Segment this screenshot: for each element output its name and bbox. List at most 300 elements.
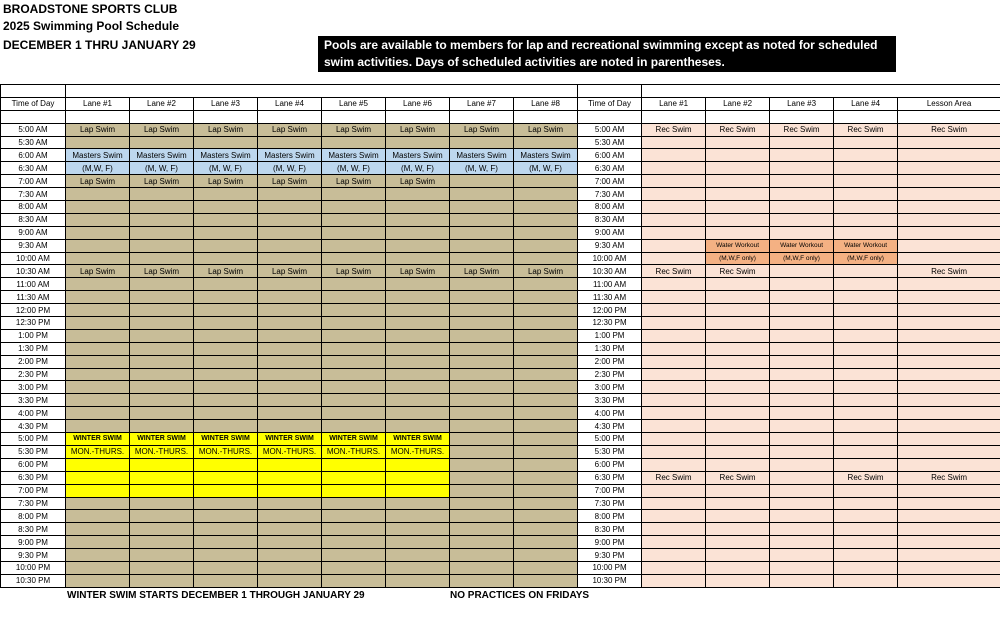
lap-swim-cell: Lap Swim (386, 175, 450, 188)
lap-cell (130, 574, 194, 587)
lap-cell (194, 523, 258, 536)
family-cell (834, 291, 898, 304)
schedule-row (1, 342, 1000, 355)
lap-cell (386, 278, 450, 291)
family-cell (642, 329, 706, 342)
lap-cell (130, 407, 194, 420)
family-cell (834, 510, 898, 523)
lap-cell (514, 574, 578, 587)
time-cell: 9:00 AM (1, 226, 66, 239)
family-cell (834, 213, 898, 226)
family-cell (642, 342, 706, 355)
lap-cell (386, 329, 450, 342)
lap-cell (450, 536, 514, 549)
lap-cell (514, 278, 578, 291)
lap-cell (194, 342, 258, 355)
family-cell (770, 574, 834, 587)
family-cell (770, 510, 834, 523)
time-cell: 11:00 AM (578, 278, 642, 291)
lap-cell (130, 381, 194, 394)
lap-cell (386, 497, 450, 510)
family-cell (642, 136, 706, 149)
family-cell (770, 523, 834, 536)
lap-cell (514, 175, 578, 188)
lap-cell (322, 549, 386, 562)
lap-swim-cell: Lap Swim (322, 265, 386, 278)
lap-cell (322, 342, 386, 355)
lap-cell (258, 342, 322, 355)
lap-cell (66, 252, 130, 265)
lap-swim-cell: Lap Swim (514, 123, 578, 136)
lap-cell (130, 213, 194, 226)
family-cell (770, 458, 834, 471)
lap-cell (450, 252, 514, 265)
schedule-row (1, 433, 1000, 446)
rec-swim-cell: Rec Swim (706, 471, 770, 484)
lap-cell (514, 355, 578, 368)
family-cell (706, 381, 770, 394)
time-cell: 9:30 AM (1, 239, 66, 252)
schedule-row (1, 123, 1000, 136)
lap-cell (322, 394, 386, 407)
schedule-row (1, 471, 1000, 484)
lap-cell (258, 523, 322, 536)
lap-cell (386, 304, 450, 317)
lap-cell (514, 291, 578, 304)
time-cell: 6:30 AM (578, 162, 642, 175)
lap-cell (514, 368, 578, 381)
lap-cell (66, 342, 130, 355)
family-cell (898, 510, 1000, 523)
lap-cell (130, 523, 194, 536)
water-workout-cell: (M,W,F only) (770, 252, 834, 265)
family-cell (834, 574, 898, 587)
time-cell: 9:00 PM (578, 536, 642, 549)
family-cell (834, 265, 898, 278)
lap-cell (450, 201, 514, 214)
lap-cell (258, 355, 322, 368)
family-cell (642, 420, 706, 433)
family-cell (642, 536, 706, 549)
time-cell: 11:00 AM (1, 278, 66, 291)
schedule-row (1, 458, 1000, 471)
family-cell (898, 355, 1000, 368)
lap-cell (66, 497, 130, 510)
family-cell (642, 381, 706, 394)
family-cell (834, 523, 898, 536)
winter-days-cell: MON.-THURS. (258, 445, 322, 458)
time-cell: 3:00 PM (1, 381, 66, 394)
schedule-row (1, 252, 1000, 265)
lap-cell (386, 368, 450, 381)
time-cell: 3:30 PM (1, 394, 66, 407)
time-cell: 7:30 PM (1, 497, 66, 510)
lap-cell (450, 291, 514, 304)
family-cell (706, 188, 770, 201)
winter-swim-cell (130, 484, 194, 497)
lap-cell (322, 291, 386, 304)
family-cell (770, 497, 834, 510)
family-cell (642, 278, 706, 291)
winter-swim-cell (194, 471, 258, 484)
family-cell (834, 201, 898, 214)
lap-cell (66, 188, 130, 201)
winter-swim-cell (322, 458, 386, 471)
lap-cell (258, 368, 322, 381)
lap-cell (450, 458, 514, 471)
family-cell (706, 368, 770, 381)
water-workout-cell: Water Workout (834, 239, 898, 252)
winter-swim-cell: WINTER SWIM (66, 433, 130, 446)
lap-cell (514, 420, 578, 433)
lap-cell (194, 136, 258, 149)
family-cell (706, 329, 770, 342)
lap-swim-cell: Lap Swim (386, 265, 450, 278)
blank-cell (642, 110, 706, 123)
family-cell (898, 317, 1000, 330)
winter-swim-cell (322, 471, 386, 484)
family-cell (834, 175, 898, 188)
schedule-row (1, 175, 1000, 188)
lap-cell (258, 317, 322, 330)
lap-swim-cell: Lap Swim (194, 123, 258, 136)
lap-cell (450, 497, 514, 510)
time-cell: 12:30 PM (1, 317, 66, 330)
lap-cell (450, 239, 514, 252)
family-cell (770, 162, 834, 175)
footer-winter-swim-note: WINTER SWIM STARTS DECEMBER 1 THROUGH JANUARY 29 (67, 590, 365, 601)
time-cell: 11:30 AM (578, 291, 642, 304)
family-cell (770, 394, 834, 407)
lap-cell (66, 239, 130, 252)
schedule-row (1, 162, 1000, 175)
lap-cell (322, 407, 386, 420)
schedule-row (1, 497, 1000, 510)
rec-swim-cell: Rec Swim (898, 123, 1000, 136)
family-cell (706, 342, 770, 355)
family-cell (834, 368, 898, 381)
time-cell: 7:30 AM (578, 188, 642, 201)
rec-swim-cell: Rec Swim (770, 123, 834, 136)
family-cell (770, 226, 834, 239)
family-cell (898, 291, 1000, 304)
lap-cell (130, 368, 194, 381)
family-cell (834, 317, 898, 330)
lap-cell (194, 239, 258, 252)
lap-cell (66, 304, 130, 317)
time-cell: 10:00 PM (1, 561, 66, 574)
family-cell (770, 420, 834, 433)
lap-cell (450, 433, 514, 446)
family-cell (898, 420, 1000, 433)
lap-cell (194, 304, 258, 317)
rec-swim-cell: Rec Swim (642, 471, 706, 484)
lap-pool-title: 8- Lane Pool (66, 85, 578, 98)
lap-cell (258, 239, 322, 252)
rec-swim-cell: Rec Swim (642, 123, 706, 136)
lap-cell (514, 381, 578, 394)
time-cell: 10:00 AM (578, 252, 642, 265)
time-cell: 4:30 PM (1, 420, 66, 433)
lap-cell (450, 445, 514, 458)
schedule-row (1, 188, 1000, 201)
family-cell (770, 561, 834, 574)
family-cell (706, 226, 770, 239)
lap-cell (258, 407, 322, 420)
family-cell (642, 213, 706, 226)
lap-cell (258, 420, 322, 433)
family-cell (706, 136, 770, 149)
schedule-row (1, 304, 1000, 317)
family-cell (898, 407, 1000, 420)
lap-cell (194, 213, 258, 226)
masters-days-cell: (M, W, F) (322, 162, 386, 175)
lap-cell (450, 549, 514, 562)
lap-lane-header: Lane #3 (194, 97, 258, 110)
lap-cell (194, 252, 258, 265)
lap-cell (194, 355, 258, 368)
family-cell (898, 458, 1000, 471)
schedule-row (1, 536, 1000, 549)
water-workout-cell: (M,W,F only) (706, 252, 770, 265)
family-cell (898, 381, 1000, 394)
family-cell (770, 355, 834, 368)
lap-cell (130, 536, 194, 549)
lap-cell (450, 304, 514, 317)
schedule-row (1, 484, 1000, 497)
footer-friday-note: NO PRACTICES ON FRIDAYS (450, 590, 590, 601)
schedule-row (1, 136, 1000, 149)
time-cell: 9:00 AM (578, 226, 642, 239)
family-cell (642, 252, 706, 265)
family-cell (834, 304, 898, 317)
blank-cell (770, 110, 834, 123)
time-cell: 4:00 PM (578, 407, 642, 420)
lap-cell (450, 381, 514, 394)
family-cell (706, 278, 770, 291)
time-cell: 6:30 PM (578, 471, 642, 484)
time-cell: 1:30 PM (578, 342, 642, 355)
time-cell: 6:00 PM (578, 458, 642, 471)
lap-cell (386, 381, 450, 394)
lap-cell (66, 201, 130, 214)
schedule-row (1, 574, 1000, 587)
winter-swim-cell: WINTER SWIM (194, 433, 258, 446)
lap-cell (66, 549, 130, 562)
family-cell (706, 149, 770, 162)
schedule-row (1, 239, 1000, 252)
lap-cell (194, 497, 258, 510)
blank-cell (578, 110, 642, 123)
family-cell (706, 394, 770, 407)
family-cell (770, 265, 834, 278)
time-cell: 8:30 PM (1, 523, 66, 536)
lap-cell (386, 536, 450, 549)
lap-cell (66, 523, 130, 536)
time-cell: 4:00 PM (1, 407, 66, 420)
lap-cell (386, 201, 450, 214)
lap-cell (322, 136, 386, 149)
family-cell (898, 445, 1000, 458)
family-cell (770, 471, 834, 484)
family-cell (706, 574, 770, 587)
time-cell: 8:30 PM (578, 523, 642, 536)
lap-cell (514, 239, 578, 252)
schedule-row (1, 394, 1000, 407)
schedule-row (1, 420, 1000, 433)
lap-cell (450, 471, 514, 484)
lap-cell (450, 420, 514, 433)
lap-cell (130, 510, 194, 523)
family-cell (834, 162, 898, 175)
lap-cell (386, 355, 450, 368)
lap-cell (514, 523, 578, 536)
family-cell (642, 317, 706, 330)
family-cell (834, 188, 898, 201)
family-cell (770, 201, 834, 214)
lap-swim-cell: Lap Swim (130, 265, 194, 278)
winter-swim-cell (194, 484, 258, 497)
winter-days-cell: MON.-THURS. (322, 445, 386, 458)
lap-cell (514, 484, 578, 497)
lap-cell (66, 510, 130, 523)
winter-swim-cell (258, 484, 322, 497)
family-cell (834, 549, 898, 562)
family-cell (642, 484, 706, 497)
lap-cell (66, 420, 130, 433)
schedule-row (1, 278, 1000, 291)
lap-cell (194, 291, 258, 304)
time-header: Time of Day (578, 97, 642, 110)
family-cell (898, 252, 1000, 265)
lap-cell (450, 213, 514, 226)
family-cell (898, 239, 1000, 252)
lap-cell (194, 278, 258, 291)
lap-cell (450, 278, 514, 291)
masters-days-cell: (M, W, F) (130, 162, 194, 175)
lap-swim-cell: Lap Swim (66, 123, 130, 136)
rec-swim-cell: Rec Swim (642, 265, 706, 278)
lap-cell (258, 394, 322, 407)
lap-cell (66, 329, 130, 342)
lap-cell (514, 561, 578, 574)
lap-cell (194, 381, 258, 394)
family-cell (898, 342, 1000, 355)
lap-cell (322, 329, 386, 342)
lap-cell (450, 226, 514, 239)
lap-cell (322, 497, 386, 510)
schedule-row (1, 226, 1000, 239)
winter-swim-cell (322, 484, 386, 497)
family-cell (770, 188, 834, 201)
winter-swim-cell: WINTER SWIM (258, 433, 322, 446)
family-cell (898, 226, 1000, 239)
lap-swim-cell: Lap Swim (514, 265, 578, 278)
lap-cell (130, 497, 194, 510)
winter-swim-cell (386, 458, 450, 471)
family-cell (706, 510, 770, 523)
time-cell: 8:30 AM (578, 213, 642, 226)
lap-cell (386, 420, 450, 433)
winter-swim-cell (130, 471, 194, 484)
family-cell (706, 484, 770, 497)
family-cell (770, 278, 834, 291)
lap-cell (258, 213, 322, 226)
family-cell (770, 407, 834, 420)
family-cell (834, 226, 898, 239)
time-cell: 12:00 PM (578, 304, 642, 317)
lap-cell (66, 536, 130, 549)
blank-cell (1, 85, 66, 98)
lap-cell (130, 136, 194, 149)
lap-swim-cell: Lap Swim (450, 123, 514, 136)
blank-cell (706, 110, 770, 123)
club-title: BROADSTONE SPORTS CLUB (3, 2, 178, 16)
family-cell (642, 188, 706, 201)
lap-cell (386, 291, 450, 304)
family-cell (898, 561, 1000, 574)
family-cell (706, 458, 770, 471)
time-cell: 7:30 PM (578, 497, 642, 510)
lap-cell (322, 510, 386, 523)
lap-cell (386, 136, 450, 149)
time-cell: 6:00 AM (578, 149, 642, 162)
lap-cell (66, 291, 130, 304)
winter-swim-cell (194, 458, 258, 471)
water-workout-cell: Water Workout (706, 239, 770, 252)
time-cell: 6:30 PM (1, 471, 66, 484)
family-cell (642, 162, 706, 175)
time-cell: 8:00 AM (578, 201, 642, 214)
blank-cell (514, 110, 578, 123)
lap-cell (386, 407, 450, 420)
family-cell (706, 433, 770, 446)
time-cell: 2:00 PM (578, 355, 642, 368)
lap-cell (514, 433, 578, 446)
family-cell (834, 536, 898, 549)
lap-cell (66, 394, 130, 407)
lap-cell (450, 394, 514, 407)
time-cell: 10:30 AM (1, 265, 66, 278)
family-cell (706, 420, 770, 433)
family-cell (834, 342, 898, 355)
lap-cell (258, 510, 322, 523)
lap-cell (322, 420, 386, 433)
lap-cell (514, 394, 578, 407)
lap-cell (322, 574, 386, 587)
family-cell (642, 304, 706, 317)
winter-swim-cell: WINTER SWIM (322, 433, 386, 446)
family-cell (898, 484, 1000, 497)
family-cell (898, 136, 1000, 149)
blank-cell (578, 85, 642, 98)
family-cell (898, 201, 1000, 214)
lap-lane-header: Lane #4 (258, 97, 322, 110)
lap-cell (258, 291, 322, 304)
lap-cell (386, 317, 450, 330)
lap-cell (66, 278, 130, 291)
winter-swim-cell (258, 458, 322, 471)
lap-cell (450, 136, 514, 149)
lap-cell (194, 561, 258, 574)
blank-cell (834, 110, 898, 123)
masters-days-cell: (M, W, F) (514, 162, 578, 175)
schedule-dates: DECEMBER 1 THRU JANUARY 29 (3, 38, 196, 52)
time-cell: 4:30 PM (578, 420, 642, 433)
time-cell: 6:00 AM (1, 149, 66, 162)
rec-swim-cell: Rec Swim (834, 123, 898, 136)
lap-cell (514, 445, 578, 458)
